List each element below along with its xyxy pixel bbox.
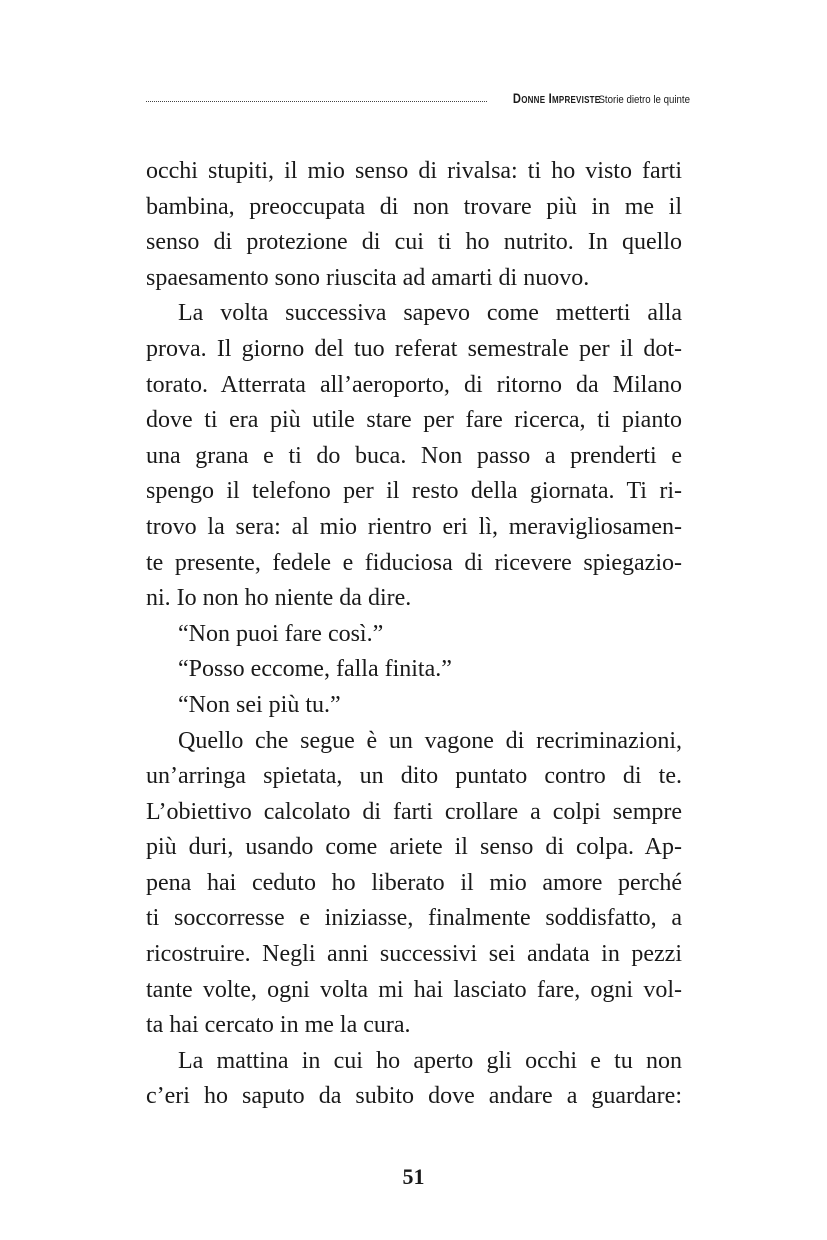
body-text (146, 154, 682, 1115)
running-head (146, 84, 690, 106)
text-line: “Non puoi fare così.” (178, 620, 384, 647)
text-line: L’obiettivo calcolato di farti crollare a colpi sempre (146, 798, 682, 825)
text-line: trovo la sera: al mio rientro eri lì, meravigliosamen- (146, 513, 682, 540)
book-title: Donne Impreviste (512, 90, 601, 106)
text-line: più duri, usando come ariete il senso di colpa. Ap- (146, 834, 682, 861)
text-line: spaesamento sono riuscita ad amarti di nuovo. (146, 264, 590, 291)
text-line: prova. Il giorno del tuo referat semestrale per il dot- (146, 335, 682, 362)
text-line: ti soccorresse e iniziasse, finalmente soddisfatto, a (146, 905, 682, 932)
text-line: ta hai cercato in me la cura. (146, 1012, 411, 1039)
text-line: occhi stupiti, il mio senso di rivalsa: ti ho visto farti (146, 158, 682, 184)
text-line: ricostruire. Negli anni successivi sei andata in pezzi (146, 941, 682, 968)
text-line: La volta successiva sapevo come metterti alla (178, 300, 682, 327)
text-line: senso di protezione di cui ti ho nutrito. In quello (146, 229, 682, 256)
text-line: c’eri ho saputo da subito dove andare a guardare: (146, 1083, 682, 1110)
book-subtitle: Storie dietro le quinte (598, 94, 690, 106)
text-line: La mattina in cui ho aperto gli occhi e tu non (178, 1047, 682, 1074)
text-line: un’arringa spietata, un dito puntato contro di te. (146, 763, 682, 790)
text-line: bambina, preoccupata di non trovare più in me il (146, 193, 682, 220)
text-line: spengo il telefono per il resto della giornata. Ti ri- (146, 478, 682, 505)
text-line: torato. Atterrata all’aeroporto, di ritorno da Milano (146, 371, 682, 398)
text-line: pena hai ceduto ho liberato il mio amore perché (146, 869, 682, 896)
text-line: una grana e ti do buca. Non passo a prenderti e (146, 442, 682, 469)
text-line: te presente, fedele e fiduciosa di ricevere spiegazio- (146, 549, 682, 576)
text-line: ni. Io non ho niente da dire. (146, 585, 412, 612)
text-line: Quello che segue è un vagone di recriminazioni, (178, 727, 682, 754)
text-line: “Non sei più tu.” (178, 691, 341, 718)
text-line: dove ti era più utile stare per fare ricerca, ti pianto (146, 407, 682, 434)
dotted-leader (146, 101, 487, 102)
text-line: tante volte, ogni volta mi hai lasciato fare, ogni vol- (146, 976, 682, 1003)
text-line: “Posso eccome, falla finita.” (178, 656, 452, 683)
page-number: 51 (402, 1164, 425, 1189)
